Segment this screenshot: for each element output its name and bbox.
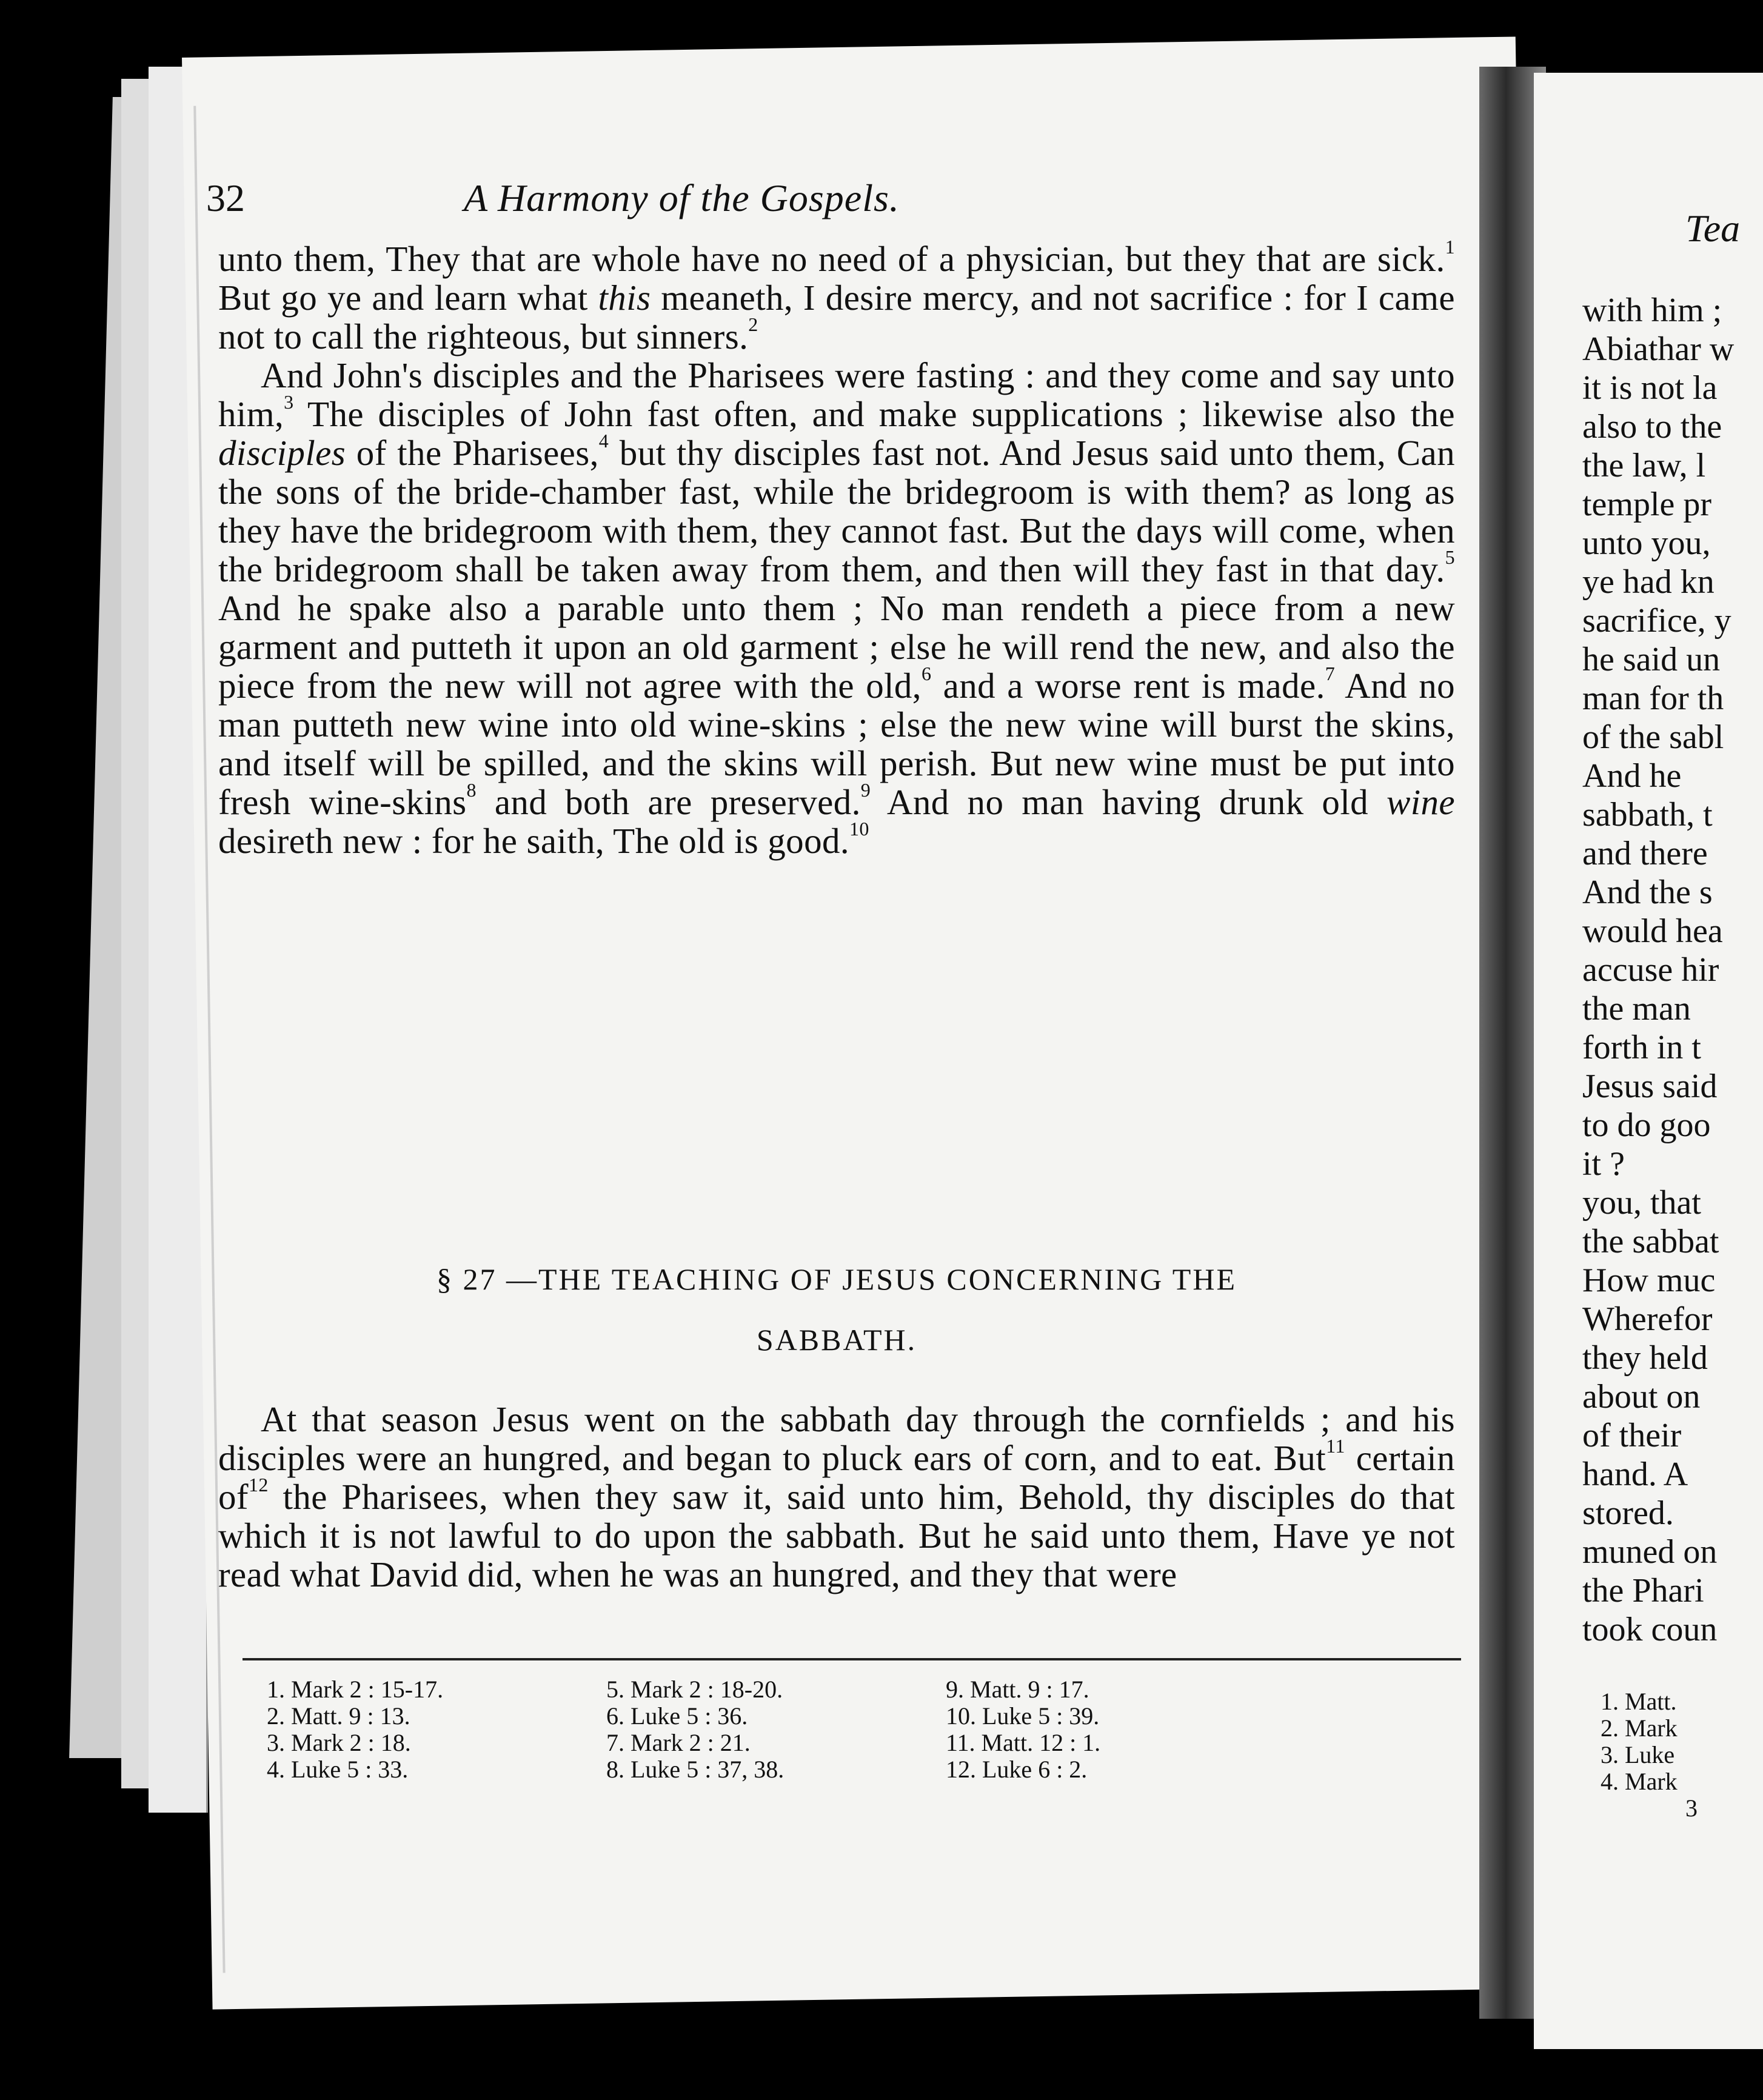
right-page-line: you, that [1582,1184,1701,1222]
right-page [1534,73,1763,2049]
footnote-ref: 11 [1326,1435,1345,1457]
right-page-line: hand. A [1582,1456,1688,1493]
right-page-reference: 3. Luke [1601,1741,1675,1768]
right-page-header: Tea [1685,207,1741,250]
footnote-ref: 2 [748,313,758,335]
footnote-ref: 4 [598,430,609,452]
right-page-line: with him ; [1582,292,1722,329]
section-heading-line-1: § 27 —THE TEACHING OF JESUS CONCERNING THE [436,1262,1237,1296]
paragraph-2: And John's disciples and the Pharisees were fasting : and they come and say unto him,$^3$ The disciples of John fast often, and make supplications ; likewise also the disciples of the Pharisees,$^4$ but thy disciples fast not. And Jesus said unto them, Can the sons of the bride-chamber fast, while the bridegroom is with them? as long as they have the bridegroom with them, they cannot fast. But the days will come, when the bridegroom shall be taken away from them, and then will they fast in that day.$^5$ And he spake also a parable unto them ; No man rendeth a piece from a new garment and putteth it upon an old garment ; else he will rend the new, and also the piece from the new will not agree with the old,$^6$ and a worse rent is made.$^7$ And no man putteth new wine into old wine-skins ; else the new wine will burst the skins, and itself will be spilled, and the skins will perish. But new wine must be put into fresh wine-skins$^8$ and both are preserved.$^9$ And no man having drunk old wine desireth new : for he saith, The old is good.$^{10}$ [218,355,1456,861]
right-page-line: sacrifice, y [1582,602,1731,640]
footnote-ref: 12 [248,1474,269,1496]
footnote-ref: 5 [1445,546,1455,568]
right-page-line: the sabbat [1582,1223,1719,1260]
page-number: 32 [206,176,245,219]
reference-item: 6. Luke 5 : 36. [606,1702,748,1730]
reference-column [606,1676,946,1783]
reference-item: 12. Luke 6 : 2. [946,1756,1088,1783]
right-page-line: temple pr [1582,486,1712,523]
right-page-line: it is not la [1582,369,1718,407]
reference-item: 2. Matt. 9 : 13. [267,1702,410,1730]
right-page-line: they held [1582,1339,1708,1377]
right-page-line: Jesus said [1582,1068,1718,1105]
reference-item: 4. Luke 5 : 33. [267,1756,409,1783]
right-page-line: the law, l [1582,447,1706,484]
right-page-number-fragment: 3 [1685,1794,1698,1822]
reference-item: 3. Mark 2 : 18. [267,1729,411,1756]
right-page-line: took coun [1582,1611,1718,1648]
right-page-line: it ? [1582,1145,1625,1183]
footnote-ref: 9 [860,779,871,801]
footnote-ref: 7 [1325,663,1336,684]
reference-item: 10. Luke 5 : 39. [946,1702,1100,1730]
reference-column [946,1676,1285,1783]
right-page-line: also to the [1582,408,1722,446]
footnote-rule [243,1658,1461,1660]
reference-item: 7. Mark 2 : 21. [606,1729,751,1756]
footnote-ref: 8 [466,779,477,801]
right-page-line: forth in t [1582,1029,1701,1066]
right-page-reference: 2. Mark [1601,1714,1678,1742]
reference-item: 9. Matt. 9 : 17. [946,1676,1089,1703]
right-page-references [1601,1688,1698,1822]
right-page-line: the man [1582,990,1691,1028]
footnote-ref: 3 [284,391,294,413]
right-page-line: unto you, [1582,524,1711,562]
paragraph-3: At that season Jesus went on the sabbath day through the cornfields ; and his disciples were an hungred, and began to pluck ears of corn, and to eat. But$^{11}$ certain $of^{12}$ the Pharisees, when they saw it, said unto him, Behold, thy disciples do that which it is not lawful to do upon the sabbath. But he said unto them, Have ye not read what David did, when he was an hungred, and they that were [218,1399,1455,1594]
right-page-line: he said un [1582,641,1721,678]
right-page-line: of their [1582,1417,1682,1454]
page-header [206,176,1449,230]
reference-item: 8. Luke 5 : 37, 38. [606,1756,784,1783]
body-text [218,236,1456,861]
right-page-line: Wherefor [1582,1300,1713,1338]
section-heading-line-2: SABBATH. [756,1323,917,1357]
right-page-text [1582,291,1763,1649]
footnote-ref: 6 [921,663,932,684]
right-page-line: accuse hir [1582,951,1719,989]
right-page-reference: 4. Mark [1601,1768,1678,1795]
right-page-line: And the s [1582,874,1713,911]
right-page-line: the Phari [1582,1572,1704,1610]
reference-column [267,1676,606,1783]
right-page-line: muned on [1582,1533,1718,1571]
paragraph-1: unto them, They that are whole have no need of a physician, but they that are sick.$^1$ But go ye and learn what this meaneth, I desire mercy, and not sacrifice : for I came not to call the righteous, but sinners.$^2$ [218,236,1455,356]
right-page-line: and there [1582,835,1708,872]
footnote-ref: 10 [849,818,869,840]
right-page-line: of the sabl [1582,718,1724,756]
right-page-line: Abiathar w [1582,330,1735,368]
reference-item: 1. Mark 2 : 15-17. [267,1676,444,1703]
right-page-line: And he [1582,757,1682,795]
references [267,1676,1419,1783]
right-page-line: about on [1582,1378,1701,1416]
running-title: A Harmony of the Gospels. [464,176,900,219]
right-page-reference: 1. Matt. [1601,1688,1677,1715]
right-page-line: would hea [1582,912,1723,950]
body-text-section-27 [218,1364,1455,1630]
right-page-line: stored. [1582,1494,1674,1532]
right-page-line: How muc [1582,1262,1716,1299]
reference-item: 11. Matt. 12 : 1. [946,1729,1101,1756]
reference-item: 5. Mark 2 : 18-20. [606,1676,783,1703]
right-page-line: to do goo [1582,1106,1711,1144]
right-page-line: ye had kn [1582,563,1714,601]
footnote-ref: 1 [1445,236,1455,258]
right-page-line: man for th [1582,680,1724,717]
section-heading [218,1249,1455,1370]
right-page-line: sabbath, t [1582,796,1713,834]
